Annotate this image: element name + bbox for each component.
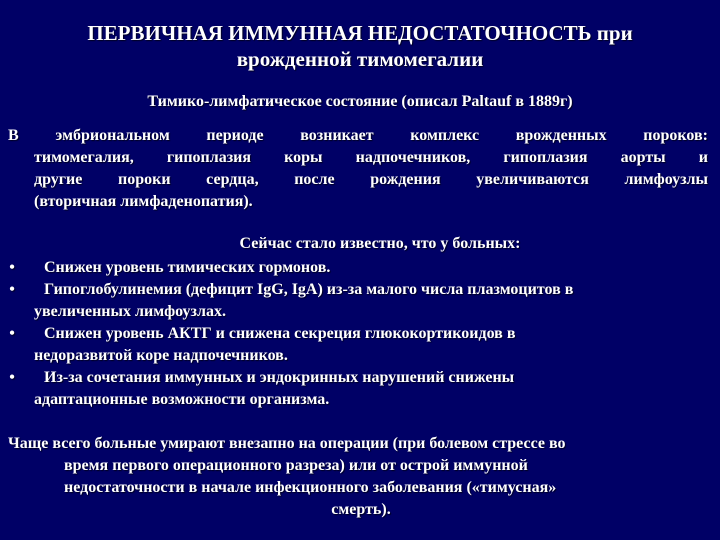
list-item-text: Снижен уровень тимических гормонов. [44, 259, 331, 276]
conclusion-line: недостаточности в начале инфекционного заболевания («тимусная» [64, 479, 557, 496]
list-item-text: Из-за сочетания иммунных и эндокринных нарушений снижены [44, 369, 515, 386]
title-line-2: врожденной тимомегалии [236, 47, 484, 71]
title-line-1: ПЕРВИЧНАЯ ИММУННАЯ НЕДОСТАТОЧНОСТЬ при [87, 21, 633, 45]
conclusion-line: Чаще всего больные умирают внезапно на операции (при болевом стрессе во [8, 435, 566, 452]
bullet-icon: • [9, 369, 15, 386]
bullet-icon: • [9, 259, 15, 276]
list-item-text: Гипоглобулинемия (дефицит IgG, IgA) из-за малого числа плазмоцитов в [44, 281, 574, 298]
intro-line: тимомегалия, гипоплазия коры надпочечников, гипоплазия аорты и [34, 149, 708, 166]
intro-line: другие пороки сердца, после рождения увеличиваются лимфоузлы [34, 171, 708, 188]
list-item [6, 279, 714, 323]
slide-title [20, 20, 700, 72]
list-item-text: увеличенных лимфоузлах. [34, 303, 226, 320]
list-item [6, 367, 714, 411]
intro-paragraph [8, 125, 708, 213]
slide-subtitle: Тимико-лимфатическое состояние (описал Paltauf в 1889г) [147, 93, 573, 110]
list-item-text: недоразвитой коре надпочечников. [34, 347, 288, 364]
bullet-icon: • [9, 325, 15, 342]
conclusion-line: время первого операционного разреза) или от острой иммунной [64, 457, 528, 474]
conclusion-paragraph [8, 433, 714, 521]
list-item [6, 257, 714, 279]
findings-heading: Сейчас стало известно, что у больных: [239, 235, 521, 252]
intro-line: (вторичная лимфаденопатия). [34, 193, 253, 210]
list-item [6, 323, 714, 367]
findings-list [6, 257, 714, 411]
intro-line: В эмбриональном периоде возникает комплекс врожденных пороков: [8, 127, 708, 144]
list-item-text: Снижен уровень АКТГ и снижена секреция глюкокортикоидов в [44, 325, 516, 342]
bullet-icon: • [9, 281, 15, 298]
list-item-text: адаптационные возможности организма. [34, 391, 330, 408]
conclusion-line: смерть). [331, 501, 391, 518]
